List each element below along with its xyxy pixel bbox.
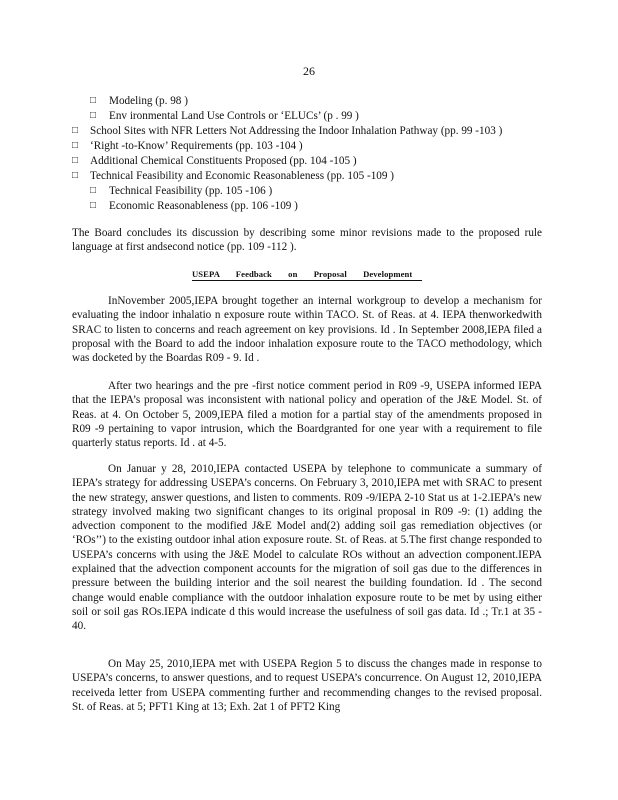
list-item bbox=[72, 199, 552, 214]
list-item bbox=[72, 139, 552, 154]
list-item-text: Economic Reasonableness (pp. 106 -109 ) bbox=[109, 200, 298, 212]
list-item bbox=[72, 184, 552, 199]
list-item-text: ‘Right -to-Know’ Requirements (pp. 103 -104 ) bbox=[90, 140, 303, 152]
list-item bbox=[72, 169, 552, 184]
section-heading: USEPA Feedback on Proposal Development bbox=[192, 268, 422, 281]
checkbox-bullet-icon: □ bbox=[90, 110, 97, 121]
topic-list bbox=[72, 94, 552, 214]
list-item-text: Additional Chemical Constituents Proposed (pp. 104 -105 ) bbox=[90, 155, 357, 167]
checkbox-bullet-icon: □ bbox=[72, 140, 79, 151]
list-item bbox=[72, 109, 552, 124]
body-paragraph: On May 25, 2010,IEPA met with USEPA Region 5 to discuss the changes made in response to USEPA’s concerns, to answer questions, and to request USEPA’s concurrence. On August 12, 2010,IEPA receiveda letter from USEPA commenting further and recommending changes to the revised proposal. St. of Reas. at 5; PFT1 King at 13; Exh. 2at 1 of PFT2 King bbox=[72, 658, 542, 713]
checkbox-bullet-icon: □ bbox=[90, 185, 97, 196]
list-item bbox=[72, 94, 552, 109]
conclusion-paragraph: The Board concludes its discussion by describing some minor revisions made to the proposed rule language at first andsecond notice (pp. 109 -112 ). bbox=[72, 227, 542, 254]
checkbox-bullet-icon: □ bbox=[90, 200, 97, 211]
list-item-text: School Sites with NFR Letters Not Addressing the Indoor Inhalation Pathway (pp. 99 -103 ) bbox=[90, 125, 503, 137]
list-item bbox=[72, 124, 552, 139]
list-item-text: Modeling (p. 98 ) bbox=[109, 95, 188, 107]
checkbox-bullet-icon: □ bbox=[90, 95, 97, 106]
body-paragraph: InNovember 2005,IEPA brought together an internal workgroup to develop a mechanism for evaluating the indoor inhalatio n exposure route within TACO. St. of Reas. at 4. IEPA thenworkedwith SRAC to listen to concerns and reach agreement on key provisions. Id . In September 2008,IEPA filed a proposal with the Board to add the indoor inhalation exposure route to the TACO methodology, which was docketed by the Boardas R09 - 9. Id . bbox=[72, 295, 542, 365]
list-item bbox=[72, 154, 552, 169]
checkbox-bullet-icon: □ bbox=[72, 170, 79, 181]
list-item-text: Technical Feasibility and Economic Reasonableness (pp. 105 -109 ) bbox=[90, 170, 394, 182]
list-item-text: Env ironmental Land Use Controls or ‘ELUCs’ (p . 99 ) bbox=[109, 110, 359, 122]
list-item-text: Technical Feasibility (pp. 105 -106 ) bbox=[109, 185, 273, 197]
checkbox-bullet-icon: □ bbox=[72, 155, 79, 166]
checkbox-bullet-icon: □ bbox=[72, 125, 79, 136]
body-paragraph: After two hearings and the pre -first notice comment period in R09 -9, USEPA informed IEPA that the IEPA’s proposal was inconsistent with national policy and operation of the J&E Model. St. of Reas. at 4. On October 5, 2009,IEPA filed a motion for a partial stay of the amendments proposed in R09 -9 pertaining to vapor intrusion, which the Boardgranted for one year with a requirement to file quarterly status reports. Id . at 4-5. bbox=[72, 380, 542, 450]
page-number: 26 bbox=[303, 64, 315, 78]
body-paragraph: On Januar y 28, 2010,IEPA contacted USEPA by telephone to communicate a summary of IEPA’s strategy for addressing USEPA’s concerns. On February 3, 2010,IEPA met with SRAC to present the new strategy, answer questions, and listen to comments. R09 -9/IEPA 2-10 Stat us at 1-2.IEPA’s new strategy involved making two significant changes to its original proposal in R09 -9: (1) adding the advection component to the modified J&E Model and(2) adding soil gas remediation objectives (or ‘ROs’’) to the existing outdoor inhal ation exposure route. St. of Reas. at 5.The first change responded to USEPA’s concerns with using the J&E Model to calculate ROs without an advection component.IEPA explained that the advection component accounts for the migration of soil gas due to the differences in pressure between the building interior and the soil nearest the building foundation. Id . The second change would enable compliance with the outdoor inhalation exposure route to be met by using either soil or soil gas ROs.IEPA indicate d this would increase the usefulness of soil gas data. Id .; Tr.1 at 35 - 40. bbox=[72, 463, 542, 633]
